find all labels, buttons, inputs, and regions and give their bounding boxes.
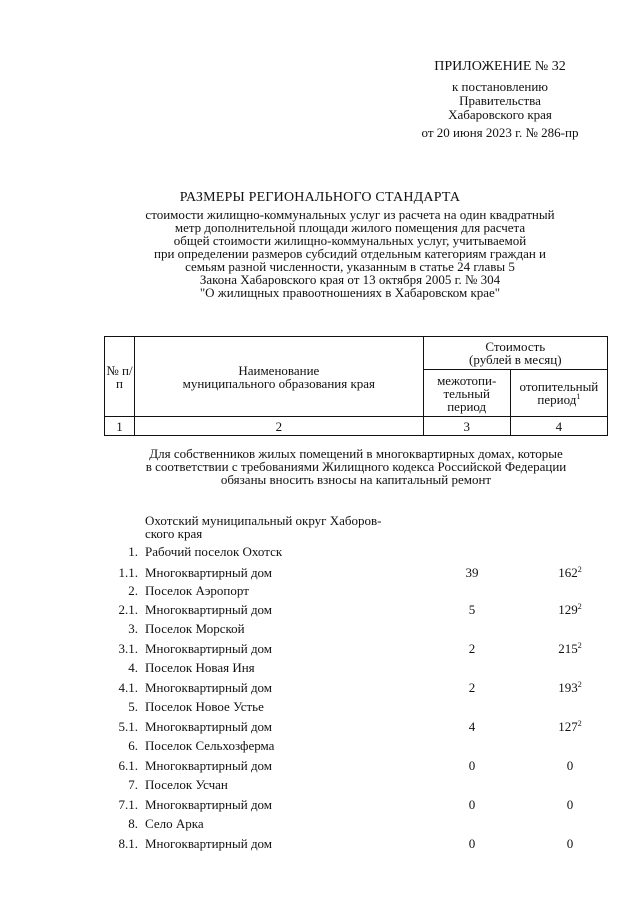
table-row	[0, 777, 640, 793]
col-index-3: 3	[423, 417, 510, 436]
subtitle-line: метр дополнительной площади жилого помещения для расчета	[174, 220, 526, 235]
row-number: 4.1.	[118, 680, 138, 695]
row-heating-value: 0	[566, 797, 574, 812]
col-index-2: 2	[135, 417, 424, 436]
row-name: Поселок Морской	[145, 621, 245, 636]
subtitle-line: Закона Хабаровского края от 13 октября 2005 г. № 304	[199, 272, 501, 287]
col-name-header	[135, 337, 424, 417]
row-heating-value: 127	[558, 719, 578, 734]
row-number: 2.1.	[118, 602, 138, 617]
row-name: Многоквартирный дом	[145, 565, 273, 580]
row-heating-cell	[516, 797, 624, 813]
footnote-mark: 2	[577, 680, 582, 689]
row-name: Поселок Сельхозферма	[145, 738, 275, 753]
row-name: Поселок Аэропорт	[145, 583, 249, 598]
col-heat-line-1: отопительный	[519, 379, 599, 394]
appendix-line-3: Хабаровского края	[448, 107, 552, 122]
row-heating-value: 193	[558, 680, 578, 695]
row-number: 1.	[128, 544, 138, 559]
row-name: Многоквартирный дом	[145, 836, 273, 851]
col-off-line-2: тельный	[443, 385, 490, 401]
subtitle-line: общей стоимости жилищно-коммунальных услуг, учитываемой	[173, 233, 527, 248]
row-number: 1.1.	[118, 565, 138, 580]
subtitle-line: стоимости жилищно-коммунальных услуг из расчета на один квадратный	[145, 207, 555, 222]
row-number: 8.1.	[118, 836, 138, 851]
table-row	[0, 602, 640, 618]
col-index-4: 4	[510, 417, 607, 436]
table-row	[0, 641, 640, 657]
row-offseason-value: 0	[468, 836, 476, 851]
col-heat-label: период	[537, 392, 577, 407]
footnote-mark: 2	[577, 602, 582, 611]
group-name-line: ского края	[145, 526, 203, 541]
appendix-line-2: Правительства	[459, 93, 541, 108]
table-row	[0, 816, 640, 832]
notice-line: обязаны вносить взносы на капитальный ремонт	[220, 472, 492, 487]
col-heat-line-2	[511, 393, 607, 406]
col-name-line-2: муниципального образования края	[182, 375, 376, 391]
section-notice	[104, 447, 608, 486]
row-heating-value: 215	[558, 641, 578, 656]
col-index-1: 1	[105, 417, 135, 436]
table-row	[0, 680, 640, 696]
row-name: Многоквартирный дом	[145, 797, 273, 812]
footnote-mark: 2	[577, 641, 582, 650]
row-number: 3.	[128, 621, 138, 636]
col-number-header	[105, 337, 135, 417]
row-offseason-value: 39	[465, 565, 479, 580]
col-heating-header	[510, 370, 607, 417]
group-name-line: Охотский муниципальный округ Хаборов-	[145, 513, 382, 528]
row-number: 5.1.	[118, 719, 138, 734]
row-heating-cell	[516, 836, 624, 852]
row-offseason-value: 5	[468, 602, 476, 617]
row-name: Рабочий поселок Охотск	[145, 544, 283, 559]
footnote-mark: 1	[576, 392, 581, 401]
row-heating-cell	[516, 641, 624, 657]
row-number: 6.	[128, 738, 138, 753]
row-number: 3.1.	[118, 641, 138, 656]
row-heating-value: 129	[558, 602, 578, 617]
appendix-number: ПРИЛОЖЕНИЕ № 32	[434, 59, 566, 74]
col-name-line-1: Наименование	[238, 362, 320, 378]
col-cost-line-1: Стоимость	[485, 339, 546, 354]
col-offseason-header	[423, 370, 510, 417]
row-number: 4.	[128, 660, 138, 675]
table-row	[0, 738, 640, 754]
table-row	[0, 699, 640, 715]
appendix-block	[400, 60, 600, 140]
row-heating-value: 0	[566, 758, 574, 773]
subtitle-line: при определении размеров субсидий отдельным категориям граждан и	[154, 246, 546, 261]
row-name: Многоквартирный дом	[145, 602, 273, 617]
table-row	[0, 621, 640, 637]
col-off-line-3: период	[447, 398, 487, 414]
row-heating-cell	[516, 565, 624, 581]
row-name: Многоквартирный дом	[145, 758, 273, 773]
row-number: 2.	[128, 583, 138, 598]
table-header	[104, 336, 608, 436]
row-heating-cell	[516, 758, 624, 774]
row-heating-cell	[516, 680, 624, 696]
table-row	[0, 719, 640, 735]
row-number: 6.1.	[118, 758, 138, 773]
table-row	[0, 836, 640, 852]
appendix-line-1: к постановлению	[451, 79, 549, 94]
table-row	[0, 758, 640, 774]
row-heating-cell	[516, 719, 624, 735]
col-off-line-1: межотопи-	[437, 372, 497, 388]
row-offseason-value: 0	[468, 797, 476, 812]
row-offseason-value: 2	[468, 641, 476, 656]
row-name: Поселок Новая Иня	[145, 660, 255, 675]
row-offseason-value: 2	[468, 680, 476, 695]
table-row	[0, 660, 640, 676]
row-name: Многоквартирный дом	[145, 719, 273, 734]
notice-line: Для собственников жилых помещений в многоквартирных домах, которые	[149, 446, 563, 461]
row-name: Село Арка	[145, 816, 204, 831]
row-name: Поселок Новое Устье	[145, 699, 264, 714]
row-name: Многоквартирный дом	[145, 680, 273, 695]
row-name: Многоквартирный дом	[145, 641, 273, 656]
row-heating-value: 0	[566, 836, 574, 851]
col-number-label: № п/п	[106, 362, 133, 391]
table-row	[0, 583, 640, 599]
notice-line: в соответствии с требованиями Жилищного кодекса Российской Федерации	[145, 459, 567, 474]
row-heating-cell	[516, 602, 624, 618]
group-name	[145, 514, 425, 540]
row-number: 8.	[128, 816, 138, 831]
row-offseason-value: 4	[468, 719, 476, 734]
subtitle-line: семьям разной численности, указанным в статье 24 главы 5	[185, 259, 515, 274]
document-subtitle	[100, 208, 600, 299]
row-number: 7.1.	[118, 797, 138, 812]
row-offseason-value: 0	[468, 758, 476, 773]
table-row	[0, 565, 640, 581]
col-cost-line-2: (рублей в месяц)	[469, 352, 562, 367]
row-name: Поселок Усчан	[145, 777, 228, 792]
row-heating-value: 162	[558, 565, 578, 580]
row-number: 5.	[128, 699, 138, 714]
table-row	[0, 544, 640, 560]
footnote-mark: 2	[577, 719, 582, 728]
col-cost-header	[423, 337, 607, 370]
row-number: 7.	[128, 777, 138, 792]
appendix-date: от 20 июня 2023 г. № 286-пр	[421, 125, 579, 140]
subtitle-line: "О жилищных правоотношениях в Хабаровском крае"	[199, 285, 501, 300]
document-title: РАЗМЕРЫ РЕГИОНАЛЬНОГО СТАНДАРТА	[179, 190, 461, 205]
footnote-mark: 2	[577, 565, 582, 574]
table-row	[0, 797, 640, 813]
